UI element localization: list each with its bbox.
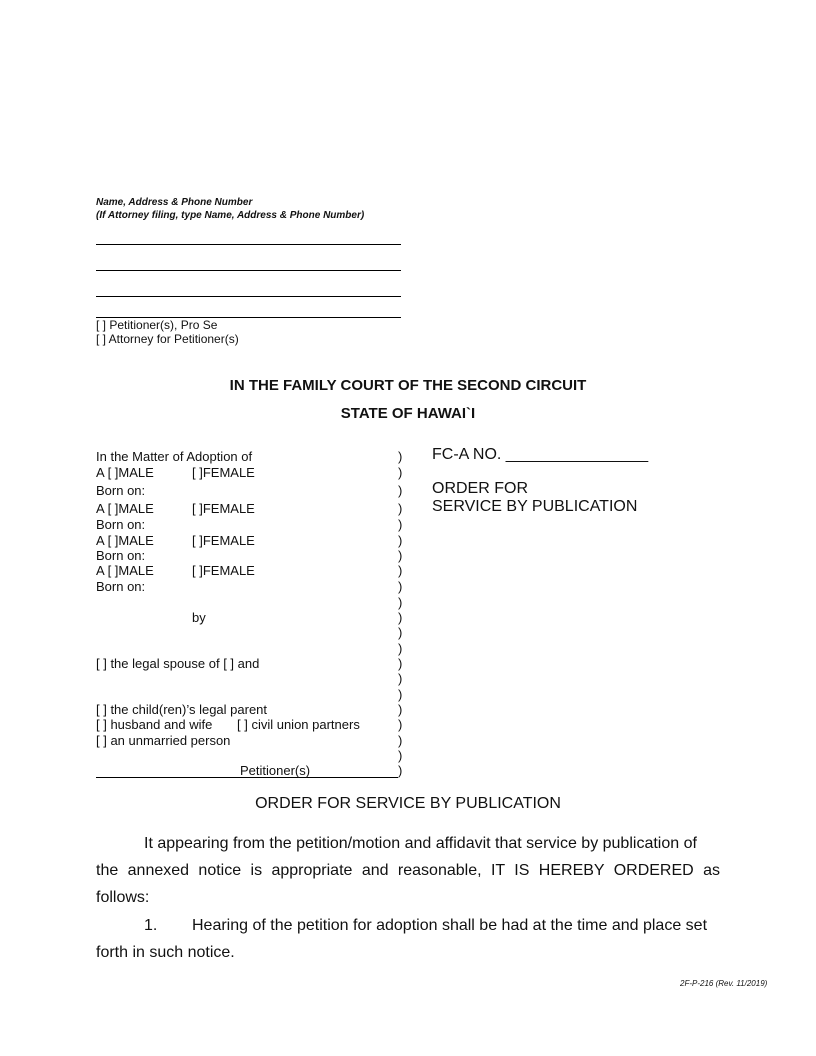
caption-paren: ) — [398, 625, 403, 640]
child-3-born-on: Born on: — [96, 548, 146, 563]
caption-paren: ) — [398, 641, 403, 656]
by-label: by — [192, 610, 206, 625]
court-state: STATE OF HAWAI`I — [340, 405, 476, 422]
caption-paren: ) — [398, 579, 403, 594]
caption-paren: ) — [398, 717, 403, 732]
order-item-1-line-1: Hearing of the petition for adoption shall be had at the time and place set — [192, 917, 708, 934]
order-paragraph-line-1: It appearing from the petition/motion and affidavit that service by publication of — [144, 835, 697, 852]
caption-paren: ) — [398, 656, 403, 671]
child-4-born-on: Born on: — [96, 579, 146, 594]
checkbox-husband-and-wife[interactable]: [ ] husband and wife — [96, 717, 213, 732]
checkbox-civil-union[interactable]: [ ] civil union partners — [237, 717, 360, 732]
child-2-male-checkbox[interactable]: A [ ]MALE — [96, 501, 154, 516]
doc-title-line-1: ORDER FOR — [432, 480, 528, 497]
child-1-male-checkbox[interactable]: A [ ]MALE — [96, 465, 154, 480]
order-item-1-line-2: forth in such notice. — [96, 944, 235, 961]
child-3-female-checkbox[interactable]: [ ]FEMALE — [192, 533, 255, 548]
child-2-female-checkbox[interactable]: [ ]FEMALE — [192, 501, 255, 516]
court-name: IN THE FAMILY COURT OF THE SECOND CIRCUIT — [229, 377, 587, 394]
header-attorney-instruction: (If Attorney filing, type Name, Address & Phone Number) — [96, 210, 365, 221]
caption-paren: ) — [398, 671, 403, 686]
child-4-male-checkbox[interactable]: A [ ]MALE — [96, 563, 154, 578]
checkbox-unmarried-person[interactable]: [ ] an unmarried person — [96, 733, 231, 748]
header-name-address: Name, Address & Phone Number — [96, 197, 253, 208]
child-2-born-on: Born on: — [96, 517, 146, 532]
order-item-1-number: 1. — [144, 917, 158, 934]
caption-paren: ) — [398, 465, 403, 480]
doc-title-line-2: SERVICE BY PUBLICATION — [432, 498, 638, 515]
caption-paren: ) — [398, 748, 403, 763]
petitioners-label: Petitioner(s) — [240, 763, 311, 778]
caption-paren: ) — [398, 501, 403, 516]
checkbox-petitioner-pro-se[interactable]: [ ] Petitioner(s), Pro Se — [96, 318, 218, 332]
caption-paren: ) — [398, 563, 403, 578]
child-1-born-on: Born on: — [96, 483, 146, 498]
caption-paren: ) — [398, 533, 403, 548]
caption-paren: ) — [398, 548, 403, 563]
form-id: 2F-P-216 (Rev. 11/2019) — [680, 979, 768, 988]
order-paragraph-line-3: follows: — [96, 889, 150, 906]
caption-paren: ) — [398, 595, 403, 610]
order-paragraph-line-2: the annexed notice is appropriate and reasonable, IT IS HEREBY ORDERED as — [96, 862, 720, 879]
case-number-field[interactable]: FC-A NO. ________________ — [432, 446, 649, 463]
caption-paren: ) — [398, 449, 403, 464]
caption-paren: ) — [398, 687, 403, 702]
filer-line-1[interactable] — [96, 244, 401, 245]
checkbox-legal-spouse[interactable]: [ ] the legal spouse of [ ] and — [96, 656, 260, 671]
checkbox-attorney-for-petitioner[interactable]: [ ] Attorney for Petitioner(s) — [96, 332, 239, 346]
child-3-male-checkbox[interactable]: A [ ]MALE — [96, 533, 154, 548]
caption-paren: ) — [398, 483, 403, 498]
child-4-female-checkbox[interactable]: [ ]FEMALE — [192, 563, 255, 578]
caption-paren: ) — [398, 517, 403, 532]
matter-of-adoption: In the Matter of Adoption of — [96, 449, 253, 464]
caption-paren: ) — [398, 702, 403, 717]
filer-line-3[interactable] — [96, 296, 401, 297]
caption-paren: ) — [398, 733, 403, 748]
checkbox-legal-parent[interactable]: [ ] the child(ren)’s legal parent — [96, 702, 268, 717]
filer-line-2[interactable] — [96, 270, 401, 271]
child-1-female-checkbox[interactable]: [ ]FEMALE — [192, 465, 255, 480]
caption-paren: ) — [398, 610, 403, 625]
order-heading: ORDER FOR SERVICE BY PUBLICATION — [255, 795, 561, 812]
caption-paren: ) — [398, 763, 403, 778]
